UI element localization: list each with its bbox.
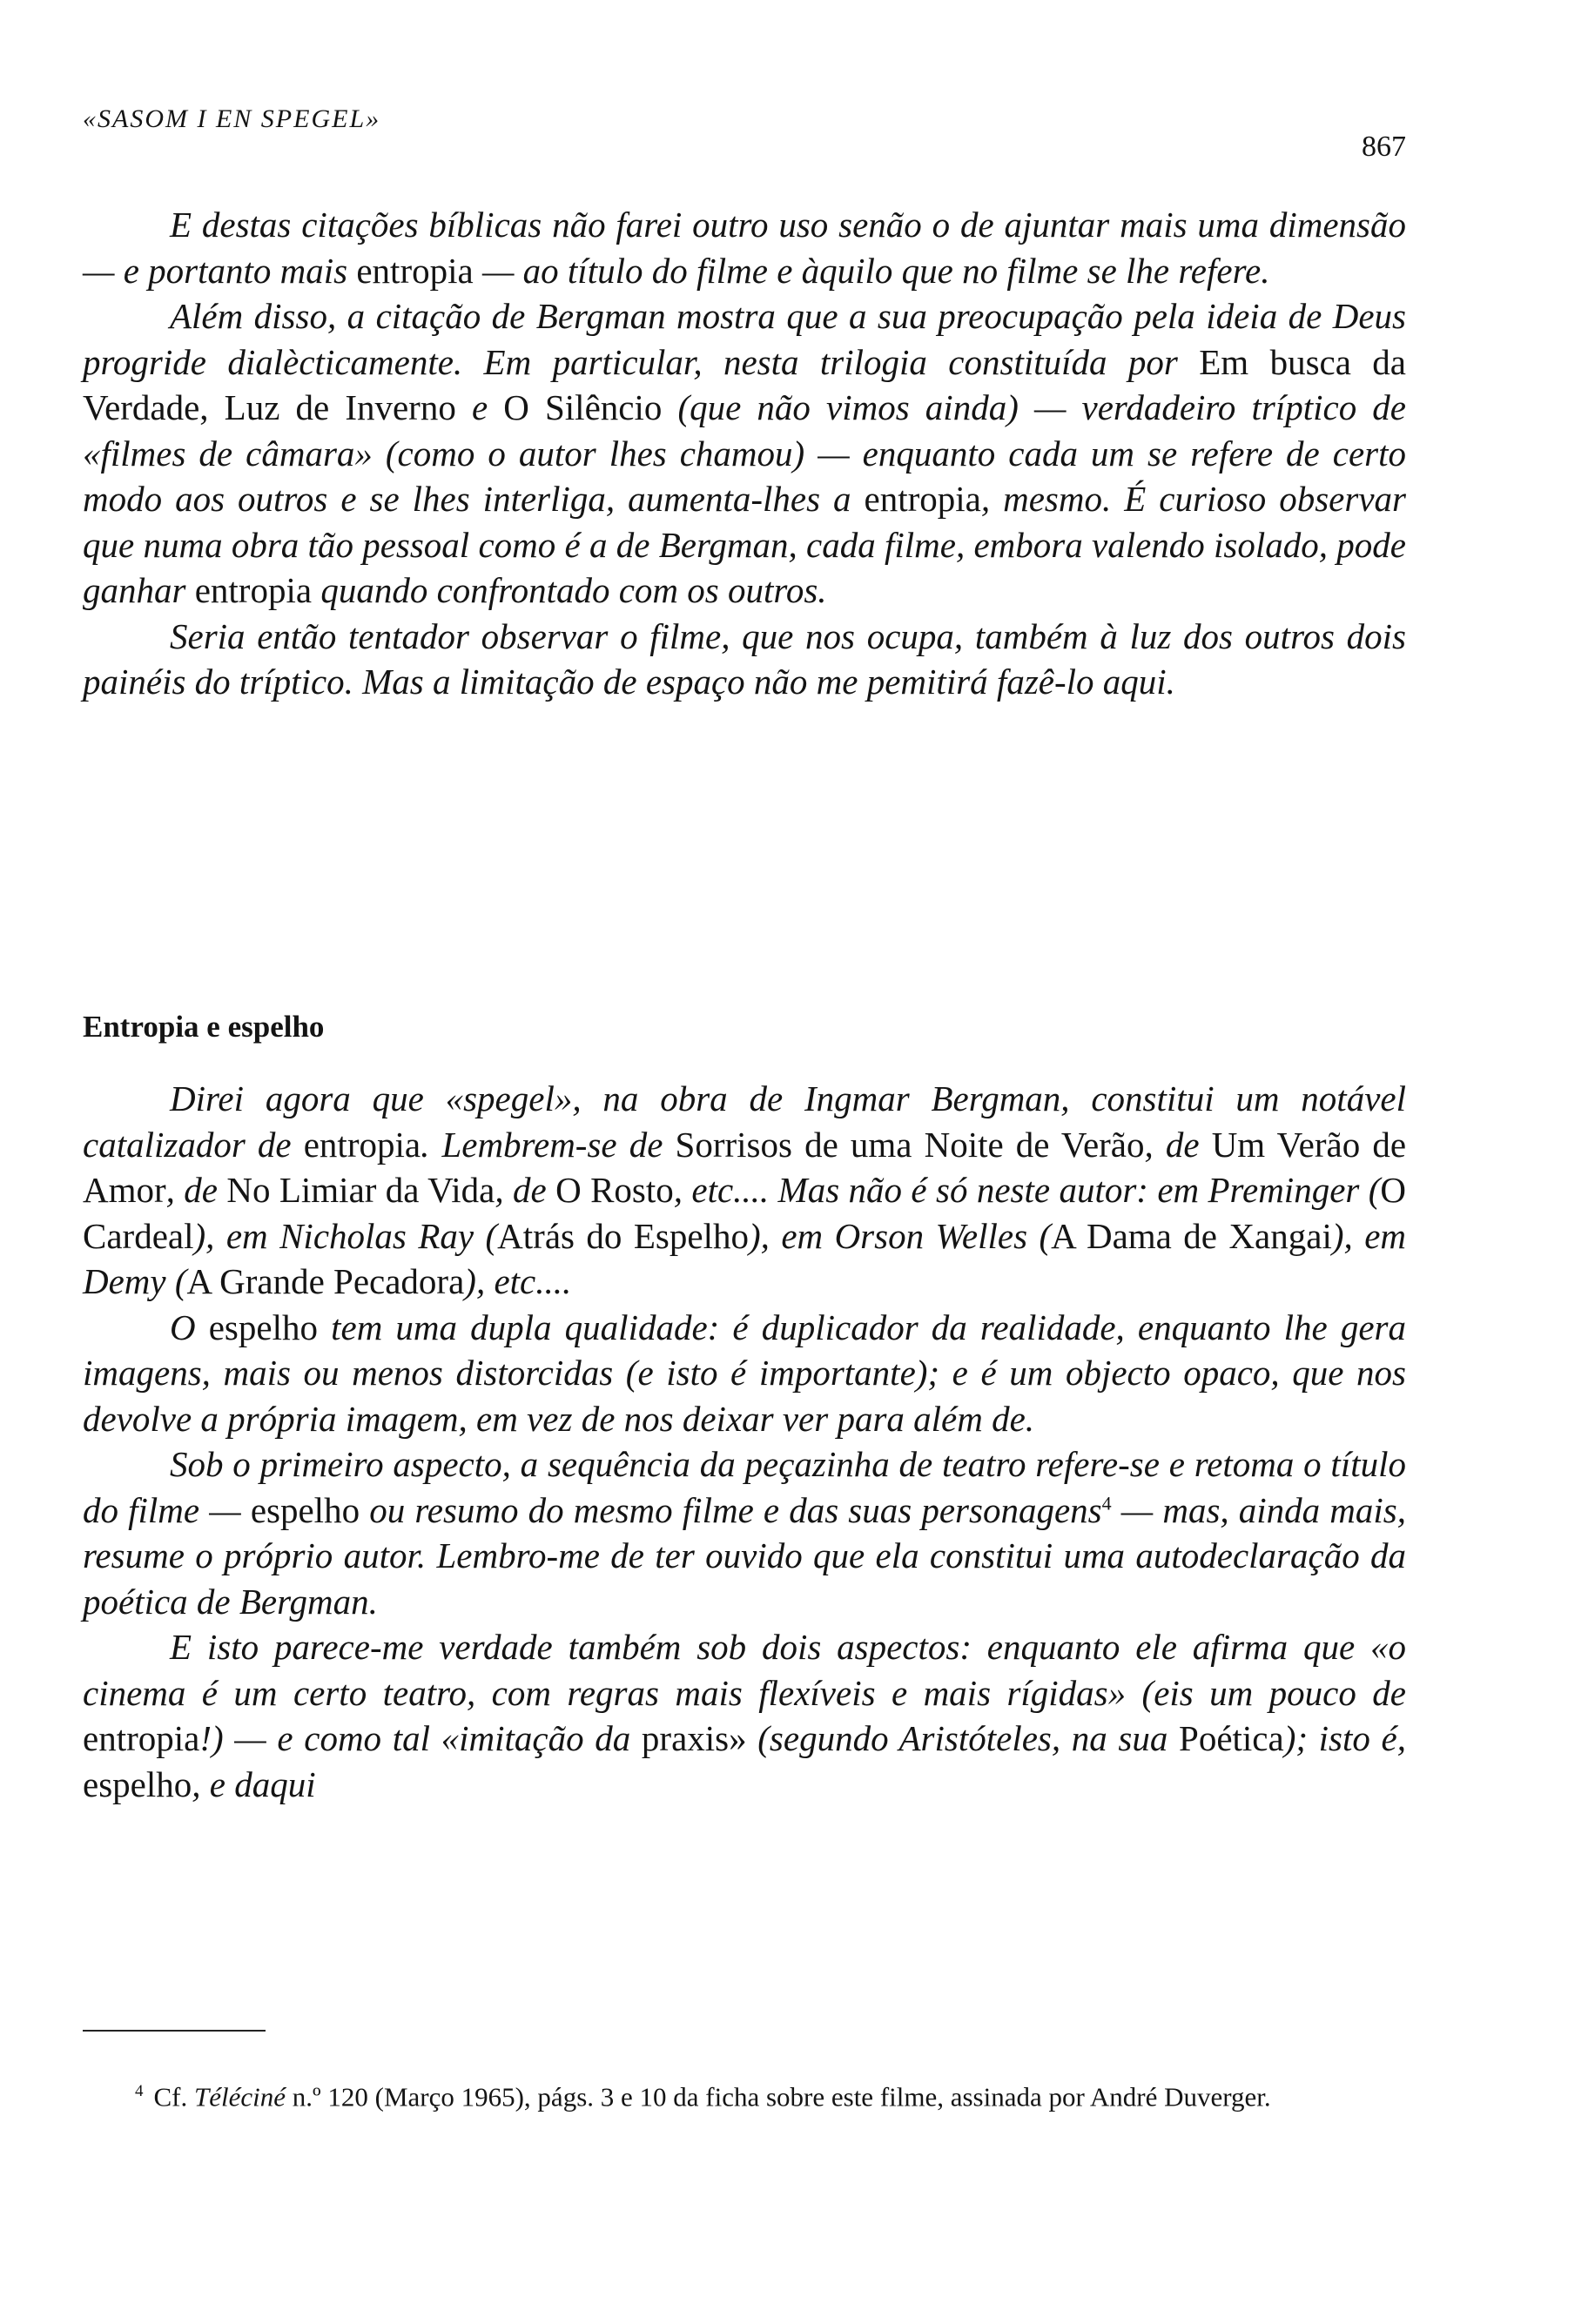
footnote: $^4$ Cf. Téléciné n.º 120 (Março 1965), págs. 3 e 10 da ficha sobre este filme, assinada por André Duverger. [135, 2081, 1271, 2112]
paragraph: E destas citações bíblicas não farei outro uso senão o de ajuntar mais uma dimensão — e portanto mais entropia — ao título do filme e àquilo que no filme se lhe refere. [83, 205, 1406, 291]
footnote-mark: 4 [135, 2082, 144, 2100]
section-heading: Entropia e espelho [83, 1010, 325, 1044]
paragraph: Seria então tentador observar o filme, que nos ocupa, também à luz dos outros dois painéis do tríptico. Mas a limitação de espaço não me pemitirá fazê-lo aqui. [83, 615, 1406, 702]
footnote-reference: 4 [1101, 1491, 1112, 1514]
section-2-text [83, 1076, 1406, 1807]
section-1-text [83, 202, 1406, 705]
page-number: 867 [1362, 131, 1406, 163]
running-head: «SASOM I EN SPEGEL» [83, 104, 381, 133]
paragraph: Além disso, a citação de Bergman mostra que a sua preocupação pela ideia de Deus progride dialècticamente. Em particular, nesta trilogia constituída por Em busca da Verdade, Luz de Inverno e O Silêncio (que não vimos ainda) — verdadeiro tríptico de «filmes de câmara» (como o autor lhes chamou) — enquanto cada um se refere de certo modo aos outros e se lhes interliga, aumenta-lhes a entropia, mesmo. É curioso observar que numa obra tão pessoal como é a de Bergman, cada filme, embora valendo isolado, pode ganhar entropia quando confrontado com os outros. [83, 296, 1407, 610]
paragraph: O espelho tem uma dupla qualidade: é duplicador da realidade, enquanto lhe gera imagens, mais ou menos distorcidas (e isto é importante); e é um objecto opaco, que nos devolve a própria imagem, em vez de nos deixar ver para além de. [83, 1306, 1406, 1439]
paragraph: E isto parece-me verdade também sob dois aspectos: enquanto ele afirma que «o cinema é um certo teatro, com regras mais flexíveis e mais rígidas» (eis um pouco de entropia!) — e como tal «imitação da praxis» (segundo Aristóteles, na sua Poética); isto é, espelho, e daqui [83, 1627, 1406, 1804]
book-page [83, 0, 1406, 2324]
footnote-divider [83, 2030, 266, 2032]
paragraph: Direi agora que «spegel», na obra de Ingmar Bergman, constitui um notável catalizador de entropia. Lembrem-se de Sorrisos de uma Noite de Verão, de Um Verão de Amor, de No Limiar da Vida, de O Rosto, etc.... Mas não é só neste autor: em Preminger (O Cardeal), em Nicholas Ray (Atrás do Espelho), em Orson Welles (A Dama de Xangai), em Demy (A Grande Pecadora), etc.... [83, 1078, 1407, 1301]
paragraph: Sob o primeiro aspecto, a sequência da peçazinha de teatro refere-se e retoma o título do filme — espelho ou resumo do mesmo filme e das suas personagens$^4$ — mas, ainda mais, resume o próprio autor. Lembro-me de ter ouvido que ela constitui uma autodeclaração da poética de Bergman. [83, 1444, 1407, 1622]
